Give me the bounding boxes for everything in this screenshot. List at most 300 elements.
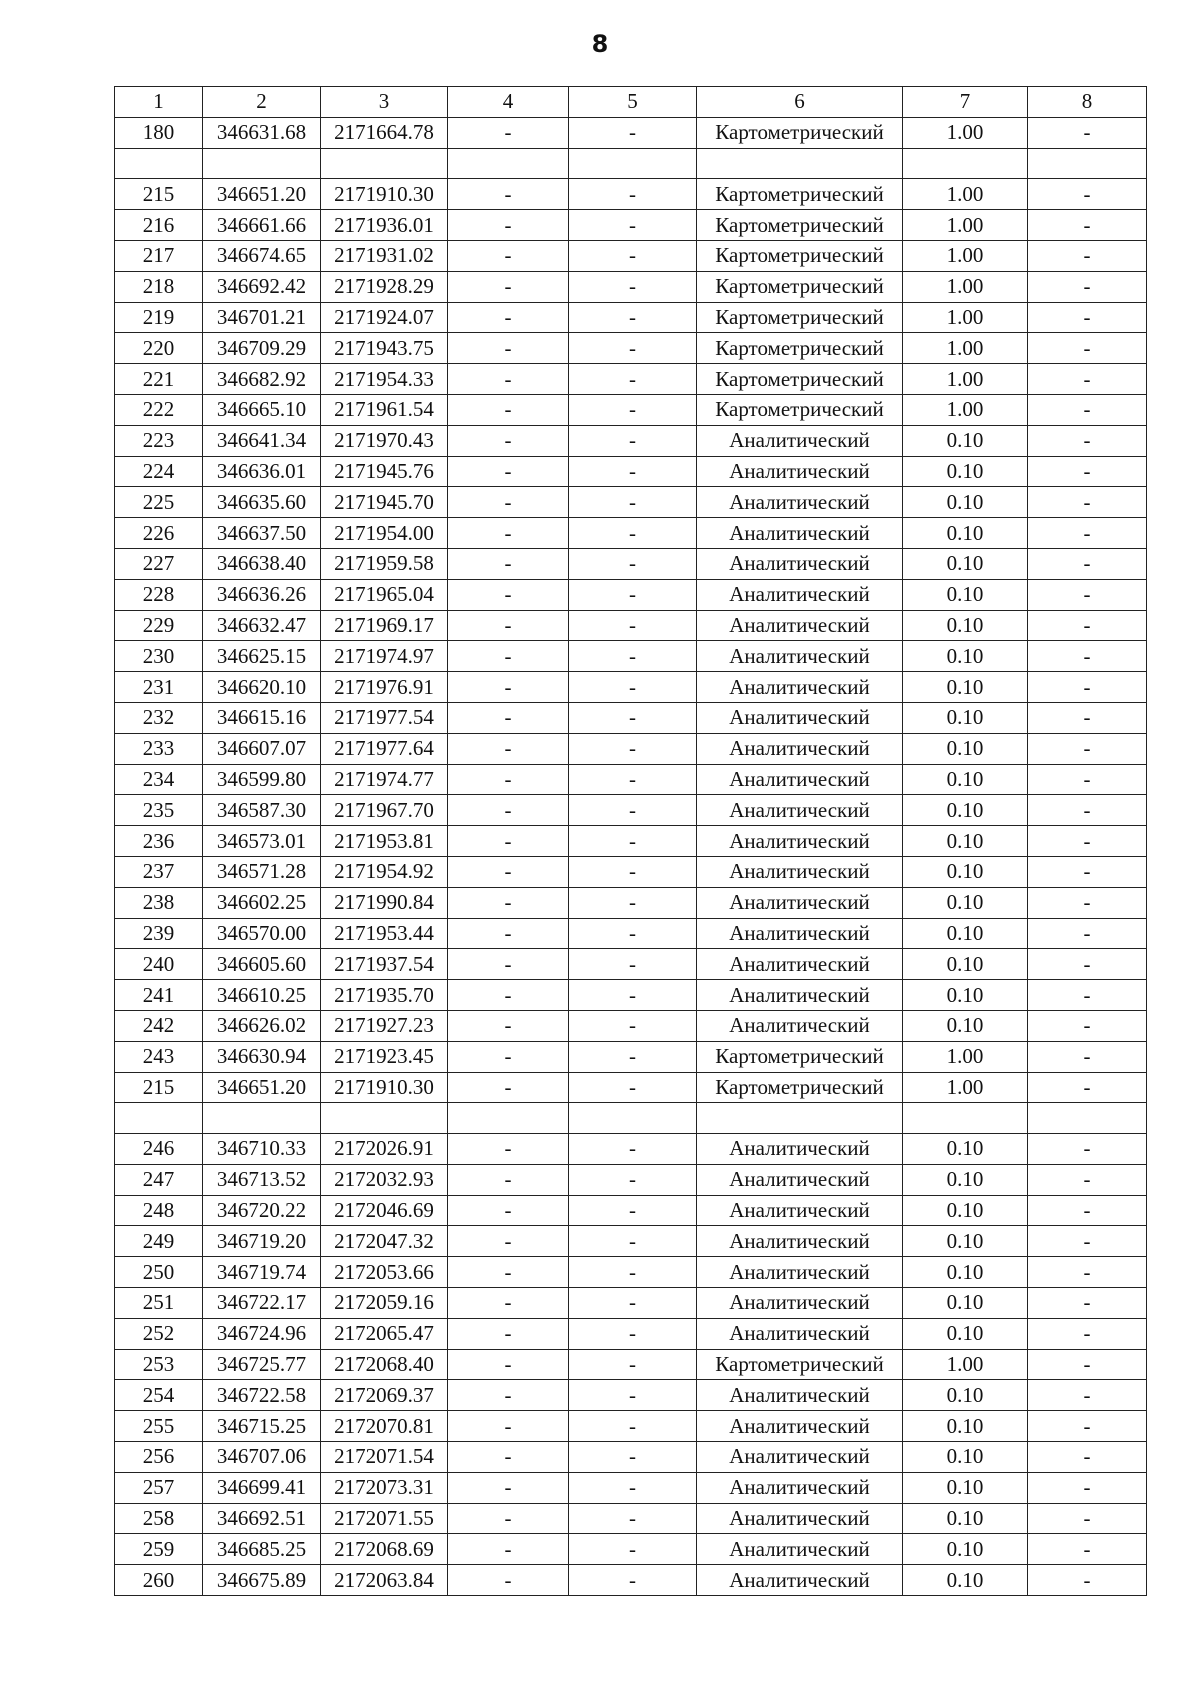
table-cell: Аналитический — [697, 795, 903, 826]
table-cell: 346630.94 — [203, 1041, 321, 1072]
table-cell: Аналитический — [697, 1257, 903, 1288]
table-cell: 228 — [115, 579, 203, 610]
table-cell: 346625.15 — [203, 641, 321, 672]
table-cell: - — [448, 1226, 569, 1257]
table-cell: - — [569, 795, 697, 826]
table-cell: 346607.07 — [203, 733, 321, 764]
table-cell: 2171969.17 — [321, 610, 448, 641]
table-cell: - — [448, 1472, 569, 1503]
table-cell: - — [1028, 949, 1147, 980]
table-cell: - — [569, 1010, 697, 1041]
table-cell: 218 — [115, 271, 203, 302]
table-cell: 215 — [115, 179, 203, 210]
table-cell: - — [448, 1072, 569, 1103]
table-cell: - — [448, 918, 569, 949]
table-cell: 2171959.58 — [321, 548, 448, 579]
table-cell: 2171967.70 — [321, 795, 448, 826]
table-cell: 0.10 — [903, 1380, 1028, 1411]
table-cell: Картометрический — [697, 240, 903, 271]
table-cell: - — [1028, 1503, 1147, 1534]
table-cell: - — [1028, 1257, 1147, 1288]
table-cell: - — [1028, 826, 1147, 857]
table-cell: 346724.96 — [203, 1318, 321, 1349]
table-cell: 346615.16 — [203, 702, 321, 733]
table-cell — [115, 148, 203, 179]
table-cell: - — [1028, 1534, 1147, 1565]
table-cell: - — [569, 456, 697, 487]
table-cell: Аналитический — [697, 1134, 903, 1165]
table-cell: - — [448, 518, 569, 549]
table-cell: - — [448, 1010, 569, 1041]
table-cell: 2171924.07 — [321, 302, 448, 333]
table-cell: 346713.52 — [203, 1164, 321, 1195]
table-cell: 260 — [115, 1565, 203, 1596]
table-cell: Картометрический — [697, 1041, 903, 1072]
table-cell: - — [1028, 579, 1147, 610]
table-cell: 0.10 — [903, 610, 1028, 641]
table-cell: - — [1028, 1134, 1147, 1165]
table-cell: - — [569, 641, 697, 672]
table-cell: 0.10 — [903, 1226, 1028, 1257]
table-cell: 346636.26 — [203, 579, 321, 610]
table-cell: 2172046.69 — [321, 1195, 448, 1226]
table-cell: 2172047.32 — [321, 1226, 448, 1257]
table-cell: 2171974.77 — [321, 764, 448, 795]
table-cell: 1.00 — [903, 1072, 1028, 1103]
table-cell: 346715.25 — [203, 1411, 321, 1442]
table-cell: - — [1028, 1380, 1147, 1411]
table-row — [115, 826, 1147, 857]
table-cell: - — [569, 487, 697, 518]
table-cell: 346620.10 — [203, 672, 321, 703]
table-cell: 1.00 — [903, 210, 1028, 241]
table-cell: 2172053.66 — [321, 1257, 448, 1288]
table-cell: 259 — [115, 1534, 203, 1565]
table-row — [115, 117, 1147, 148]
table-cell: - — [448, 1503, 569, 1534]
table-cell: 2172070.81 — [321, 1411, 448, 1442]
table-cell: 0.10 — [903, 1195, 1028, 1226]
table-cell: - — [448, 980, 569, 1011]
table-cell: 346685.25 — [203, 1534, 321, 1565]
table-cell: - — [1028, 271, 1147, 302]
column-header: 5 — [569, 87, 697, 118]
table-row — [115, 795, 1147, 826]
table-cell: 2171927.23 — [321, 1010, 448, 1041]
table-cell: 231 — [115, 672, 203, 703]
table-cell: 2172071.54 — [321, 1442, 448, 1473]
table-cell: 256 — [115, 1442, 203, 1473]
table-cell: - — [569, 1472, 697, 1503]
table-cell: 243 — [115, 1041, 203, 1072]
table-cell: 346651.20 — [203, 1072, 321, 1103]
table-cell: 2171965.04 — [321, 579, 448, 610]
table-cell: - — [569, 1318, 697, 1349]
table-cell: Аналитический — [697, 548, 903, 579]
table-cell: - — [569, 949, 697, 980]
table-cell: - — [448, 795, 569, 826]
table-cell: - — [1028, 764, 1147, 795]
coordinates-table — [114, 86, 1147, 1596]
column-header: 4 — [448, 87, 569, 118]
table-cell: - — [448, 1380, 569, 1411]
table-cell: 346692.42 — [203, 271, 321, 302]
table-cell: - — [569, 518, 697, 549]
table-cell: 2171976.91 — [321, 672, 448, 703]
table-row — [115, 702, 1147, 733]
table-cell: 248 — [115, 1195, 203, 1226]
table-cell: - — [448, 333, 569, 364]
table-cell: 346570.00 — [203, 918, 321, 949]
table-cell: - — [1028, 302, 1147, 333]
table-cell: - — [569, 240, 697, 271]
table-cell: 2171943.75 — [321, 333, 448, 364]
table-cell: 2171937.54 — [321, 949, 448, 980]
table-cell: 0.10 — [903, 1503, 1028, 1534]
table-cell: 0.10 — [903, 1411, 1028, 1442]
table-cell: 346665.10 — [203, 394, 321, 425]
table-row — [115, 1349, 1147, 1380]
table-cell: 2172068.69 — [321, 1534, 448, 1565]
table-cell: 1.00 — [903, 240, 1028, 271]
table-cell: 2171664.78 — [321, 117, 448, 148]
table-cell: - — [1028, 1565, 1147, 1596]
table-cell: 0.10 — [903, 456, 1028, 487]
table-cell: 0.10 — [903, 1472, 1028, 1503]
table-cell: - — [569, 980, 697, 1011]
table-cell: Аналитический — [697, 918, 903, 949]
table-cell: - — [1028, 518, 1147, 549]
table-cell: - — [448, 425, 569, 456]
table-cell: - — [569, 548, 697, 579]
table-cell: Аналитический — [697, 949, 903, 980]
table-cell: - — [448, 579, 569, 610]
table-row — [115, 1288, 1147, 1319]
table-cell: - — [1028, 179, 1147, 210]
table-cell: Аналитический — [697, 887, 903, 918]
table-cell: - — [448, 548, 569, 579]
table-cell: Картометрический — [697, 210, 903, 241]
table-cell: 346573.01 — [203, 826, 321, 857]
table-cell: 2171961.54 — [321, 394, 448, 425]
table-cell: 346651.20 — [203, 179, 321, 210]
table-cell: - — [569, 702, 697, 733]
table-cell: 216 — [115, 210, 203, 241]
table-cell: - — [569, 1503, 697, 1534]
table-cell: 346719.74 — [203, 1257, 321, 1288]
table-cell: 1.00 — [903, 117, 1028, 148]
table-cell: - — [1028, 1318, 1147, 1349]
table-cell: 250 — [115, 1257, 203, 1288]
table-cell: 219 — [115, 302, 203, 333]
column-header: 7 — [903, 87, 1028, 118]
table-cell: 252 — [115, 1318, 203, 1349]
table-cell: Аналитический — [697, 1164, 903, 1195]
table-cell: 236 — [115, 826, 203, 857]
table-cell: - — [448, 1288, 569, 1319]
table-cell: 0.10 — [903, 1318, 1028, 1349]
table-cell: - — [569, 117, 697, 148]
table-cell: - — [569, 364, 697, 395]
table-cell: - — [569, 271, 697, 302]
table-cell: 0.10 — [903, 579, 1028, 610]
table-cell: 346710.33 — [203, 1134, 321, 1165]
table-cell — [1028, 1103, 1147, 1134]
table-cell: 2171977.64 — [321, 733, 448, 764]
table-cell — [448, 148, 569, 179]
table-row — [115, 856, 1147, 887]
table-row — [115, 179, 1147, 210]
table-cell: - — [448, 1411, 569, 1442]
table-cell: 346635.60 — [203, 487, 321, 518]
table-row — [115, 610, 1147, 641]
table-cell — [569, 148, 697, 179]
table-cell: - — [1028, 1010, 1147, 1041]
table-cell: - — [569, 1041, 697, 1072]
table-cell: - — [569, 1257, 697, 1288]
table-cell: 2171970.43 — [321, 425, 448, 456]
table-row — [115, 672, 1147, 703]
table-row — [115, 456, 1147, 487]
table-row — [115, 1472, 1147, 1503]
table-cell: Аналитический — [697, 1472, 903, 1503]
table-cell: - — [448, 641, 569, 672]
table-cell: 346638.40 — [203, 548, 321, 579]
table-cell: 0.10 — [903, 425, 1028, 456]
table-row — [115, 579, 1147, 610]
table-cell: 1.00 — [903, 1349, 1028, 1380]
page-number: 8 — [591, 30, 609, 58]
table-cell: - — [1028, 1164, 1147, 1195]
table-cell: 1.00 — [903, 179, 1028, 210]
table-cell: Картометрический — [697, 117, 903, 148]
table-cell: - — [448, 702, 569, 733]
table-cell: 346626.02 — [203, 1010, 321, 1041]
table-cell: - — [569, 302, 697, 333]
table-cell: Аналитический — [697, 702, 903, 733]
table-row — [115, 764, 1147, 795]
table-row — [115, 487, 1147, 518]
table-cell: 229 — [115, 610, 203, 641]
table-cell — [903, 1103, 1028, 1134]
table-cell — [203, 148, 321, 179]
table-row — [115, 425, 1147, 456]
table-cell: 346722.58 — [203, 1380, 321, 1411]
table-cell: Картометрический — [697, 302, 903, 333]
table-cell: - — [569, 887, 697, 918]
table-row — [115, 394, 1147, 425]
table-cell: Аналитический — [697, 1411, 903, 1442]
table-row — [115, 364, 1147, 395]
table-cell: - — [448, 210, 569, 241]
table-cell: - — [569, 856, 697, 887]
table-cell: - — [1028, 548, 1147, 579]
table-cell — [115, 1103, 203, 1134]
table-cell: - — [448, 733, 569, 764]
table-cell: 258 — [115, 1503, 203, 1534]
table-cell: Аналитический — [697, 641, 903, 672]
table-cell: - — [448, 1318, 569, 1349]
table-cell: 223 — [115, 425, 203, 456]
table-cell: 2172069.37 — [321, 1380, 448, 1411]
table-row — [115, 918, 1147, 949]
table-cell — [697, 148, 903, 179]
table-cell: 237 — [115, 856, 203, 887]
table-cell: Аналитический — [697, 856, 903, 887]
table-row — [115, 1041, 1147, 1072]
table-cell: - — [448, 271, 569, 302]
table-cell: - — [448, 949, 569, 980]
table-row — [115, 1164, 1147, 1195]
table-cell: Аналитический — [697, 1010, 903, 1041]
table-cell: - — [569, 579, 697, 610]
table-cell: Аналитический — [697, 1442, 903, 1473]
table-cell: 2171954.00 — [321, 518, 448, 549]
table-cell: - — [448, 456, 569, 487]
table-cell: 346637.50 — [203, 518, 321, 549]
table-cell: 2171954.92 — [321, 856, 448, 887]
table-cell: 0.10 — [903, 672, 1028, 703]
table-cell: - — [448, 117, 569, 148]
table-cell: - — [569, 1411, 697, 1442]
table-cell: - — [1028, 1226, 1147, 1257]
table-cell: 346610.25 — [203, 980, 321, 1011]
table-cell: - — [569, 394, 697, 425]
table-cell: - — [1028, 1195, 1147, 1226]
table-row — [115, 1318, 1147, 1349]
table-cell: - — [569, 1442, 697, 1473]
table-cell: 249 — [115, 1226, 203, 1257]
table-cell: - — [448, 1041, 569, 1072]
table-cell: 2171910.30 — [321, 179, 448, 210]
table-cell — [903, 148, 1028, 179]
table-cell: 2172073.31 — [321, 1472, 448, 1503]
table-cell: - — [1028, 117, 1147, 148]
table-cell: Аналитический — [697, 610, 903, 641]
table-cell: 220 — [115, 333, 203, 364]
table-cell: - — [569, 1534, 697, 1565]
table-cell: 2171953.81 — [321, 826, 448, 857]
table-cell — [321, 1103, 448, 1134]
table-cell: - — [448, 856, 569, 887]
table-row — [115, 733, 1147, 764]
table-cell: 346605.60 — [203, 949, 321, 980]
table-cell: - — [1028, 641, 1147, 672]
table-cell: 227 — [115, 548, 203, 579]
table-cell: - — [448, 179, 569, 210]
table-cell: 346661.66 — [203, 210, 321, 241]
table-cell: 0.10 — [903, 1288, 1028, 1319]
table-row — [115, 949, 1147, 980]
table-cell: - — [569, 1226, 697, 1257]
table-cell: Картометрический — [697, 179, 903, 210]
table-cell: 2171935.70 — [321, 980, 448, 1011]
table-body — [115, 117, 1147, 1595]
table-cell: - — [1028, 980, 1147, 1011]
table-cell: - — [1028, 1072, 1147, 1103]
table-cell: Картометрический — [697, 1349, 903, 1380]
table-cell: 1.00 — [903, 1041, 1028, 1072]
table-cell: 346587.30 — [203, 795, 321, 826]
table-cell — [448, 1103, 569, 1134]
table-row — [115, 210, 1147, 241]
table-cell: 180 — [115, 117, 203, 148]
table-cell: - — [569, 1195, 697, 1226]
table-cell: 2171910.30 — [321, 1072, 448, 1103]
table-cell: 2172059.16 — [321, 1288, 448, 1319]
table-cell: - — [1028, 487, 1147, 518]
table-cell: - — [448, 1565, 569, 1596]
table-row — [115, 1534, 1147, 1565]
table-cell: - — [1028, 456, 1147, 487]
table-cell: 0.10 — [903, 641, 1028, 672]
table-row — [115, 1442, 1147, 1473]
table-cell: Аналитический — [697, 980, 903, 1011]
table-cell: 0.10 — [903, 733, 1028, 764]
table-cell: - — [1028, 795, 1147, 826]
table-cell: 240 — [115, 949, 203, 980]
table-cell: 0.10 — [903, 1010, 1028, 1041]
table-cell: 2171928.29 — [321, 271, 448, 302]
table-cell — [321, 148, 448, 179]
table-row — [115, 1257, 1147, 1288]
table-cell: 1.00 — [903, 271, 1028, 302]
table-row — [115, 641, 1147, 672]
column-header: 1 — [115, 87, 203, 118]
table-row — [115, 1195, 1147, 1226]
table-cell: - — [448, 1349, 569, 1380]
table-cell: Аналитический — [697, 1503, 903, 1534]
table-cell: Аналитический — [697, 1195, 903, 1226]
table-cell: 0.10 — [903, 764, 1028, 795]
table-cell: 346599.80 — [203, 764, 321, 795]
table-cell: Аналитический — [697, 1288, 903, 1319]
table-cell: - — [448, 394, 569, 425]
table-cell: - — [1028, 425, 1147, 456]
table-cell: - — [1028, 733, 1147, 764]
table-cell: 255 — [115, 1411, 203, 1442]
table-cell: Аналитический — [697, 764, 903, 795]
table-row — [115, 148, 1147, 179]
table-cell: - — [569, 764, 697, 795]
table-cell: 0.10 — [903, 826, 1028, 857]
table-cell: Картометрический — [697, 364, 903, 395]
table-cell: - — [1028, 364, 1147, 395]
table-cell: 346675.89 — [203, 1565, 321, 1596]
table-cell: - — [1028, 672, 1147, 703]
table-cell — [1028, 148, 1147, 179]
table-cell: 215 — [115, 1072, 203, 1103]
table-cell: 225 — [115, 487, 203, 518]
table-cell: 2171945.70 — [321, 487, 448, 518]
column-header: 3 — [321, 87, 448, 118]
table-cell: - — [448, 672, 569, 703]
table-cell: - — [569, 1164, 697, 1195]
table-cell: 222 — [115, 394, 203, 425]
table-cell: 0.10 — [903, 856, 1028, 887]
table-cell: - — [569, 672, 697, 703]
table-cell: 226 — [115, 518, 203, 549]
table-cell: Аналитический — [697, 1565, 903, 1596]
table-cell: - — [448, 1534, 569, 1565]
table-cell: 2171923.45 — [321, 1041, 448, 1072]
table-cell: 346571.28 — [203, 856, 321, 887]
table-cell: - — [448, 1195, 569, 1226]
table-cell: Аналитический — [697, 487, 903, 518]
column-header: 6 — [697, 87, 903, 118]
table-header-row — [115, 87, 1147, 118]
table-cell: - — [448, 1134, 569, 1165]
